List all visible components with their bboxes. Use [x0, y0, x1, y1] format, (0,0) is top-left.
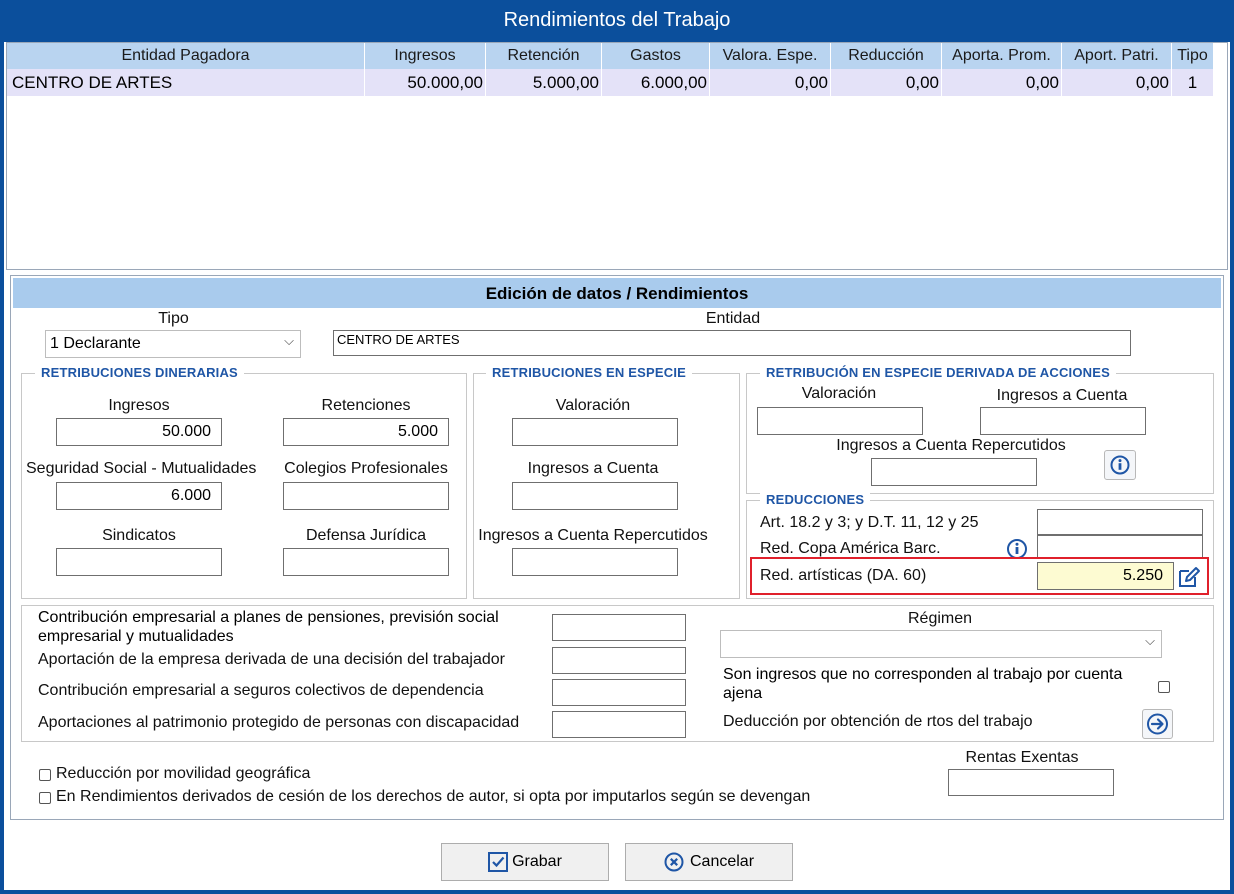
seguridad-social-input[interactable]: 6.000: [56, 482, 222, 510]
cell-ingresos: 50.000,00: [365, 69, 486, 96]
sindicatos-label: Sindicatos: [102, 527, 176, 544]
retenciones-label: Retenciones: [321, 397, 411, 414]
patrimonio-protegido-input[interactable]: [552, 711, 686, 738]
patrimonio-protegido-label: Aportaciones al patrimonio protegido de personas con discapacidad: [38, 714, 520, 731]
cell-valora-espe: 0,00: [710, 69, 831, 96]
chevron-down-icon: ⌵: [1145, 633, 1155, 648]
chevron-down-icon: ⌵: [284, 333, 294, 348]
edit-icon: [1176, 564, 1202, 590]
arrow-right-icon: [1143, 710, 1172, 738]
group-title-reducciones: REDUCCIONES: [760, 492, 870, 507]
check-icon: [488, 850, 508, 870]
tipo-select-value: 1 Declarante: [50, 335, 141, 352]
retenciones-input[interactable]: 5.000: [283, 418, 449, 446]
decision-trabajador-label: Aportación de la empresa derivada de una decisión del trabajador: [38, 651, 505, 668]
window-title: Rendimientos del Trabajo: [503, 9, 731, 31]
edit-panel-heading: Edición de datos / Rendimientos: [13, 278, 1221, 308]
acciones-repercutidos-input[interactable]: [871, 458, 1037, 486]
planes-pensiones-input[interactable]: [552, 614, 686, 641]
col-header-gastos[interactable]: Gastos: [602, 43, 710, 69]
cancelar-button[interactable]: [625, 843, 793, 881]
tipo-label: Tipo: [158, 310, 189, 327]
deduccion-rtos-label: Deducción por obtención de rtos del trabajo: [723, 713, 1033, 730]
cell-aporta-prom: 0,00: [942, 69, 1062, 96]
colegios-input[interactable]: [283, 482, 449, 510]
especie-valoracion-input[interactable]: [512, 418, 678, 446]
cell-aport-patri: 0,00: [1062, 69, 1172, 96]
copa-america-label: Red. Copa América Barc.: [760, 540, 941, 557]
acciones-info-button[interactable]: [1104, 450, 1136, 480]
defensa-juridica-label: Defensa Jurídica: [305, 527, 427, 544]
regimen-select[interactable]: [720, 630, 1162, 658]
group-title-acciones: RETRIBUCIÓN EN ESPECIE DERIVADA DE ACCIONES: [760, 365, 1116, 380]
especie-repercutidos-input[interactable]: [512, 548, 678, 576]
regimen-label: Régimen: [907, 610, 973, 627]
cancelar-label: Cancelar: [689, 853, 755, 870]
seguros-colectivos-input[interactable]: [552, 679, 686, 706]
derechos-autor-label: En Rendimientos derivados de cesión de los derechos de autor, si opta por imputarlos según se devengan: [56, 788, 811, 805]
ingresos-input[interactable]: 50.000: [56, 418, 222, 446]
info-icon: [1105, 451, 1135, 479]
acciones-ingresos-cuenta-label: Ingresos a Cuenta: [996, 387, 1128, 404]
cell-gastos: 6.000,00: [602, 69, 710, 96]
red-artisticas-label: Red. artísticas (DA. 60): [760, 567, 927, 584]
group-title-especie: RETRIBUCIONES EN ESPECIE: [486, 365, 692, 380]
cell-reduccion: 0,00: [831, 69, 942, 96]
acciones-valoracion-input[interactable]: [757, 407, 923, 435]
colegios-label: Colegios Profesionales: [284, 460, 448, 477]
art-18-label: Art. 18.2 y 3; y D.T. 11, 12 y 25: [760, 514, 979, 531]
no-corresponden-checkbox[interactable]: [1158, 681, 1170, 693]
no-corresponden-label: Son ingresos que no corresponden al trabajo por cuenta ajena: [723, 666, 1123, 702]
seguridad-social-label: Seguridad Social - Mutualidades: [26, 460, 257, 477]
copa-america-input[interactable]: [1037, 535, 1203, 559]
grabar-label: Grabar: [512, 853, 562, 870]
acciones-ingresos-cuenta-input[interactable]: [980, 407, 1146, 435]
col-header-reduccion[interactable]: Reducción: [831, 43, 942, 69]
rentas-exentas-label: Rentas Exentas: [965, 749, 1079, 766]
seguros-colectivos-label: Contribución empresarial a seguros colectivos de dependencia: [38, 682, 484, 699]
tipo-select[interactable]: [45, 330, 301, 358]
entidad-input[interactable]: CENTRO DE ARTES: [333, 330, 1131, 356]
col-header-aport-patri[interactable]: Aport. Patri.: [1062, 43, 1172, 69]
red-artisticas-input[interactable]: 5.250: [1037, 562, 1174, 590]
col-header-retencion[interactable]: Retención: [486, 43, 602, 69]
defensa-juridica-input[interactable]: [283, 548, 449, 576]
especie-ingresos-cuenta-input[interactable]: [512, 482, 678, 510]
deduccion-go-button[interactable]: [1142, 709, 1173, 739]
cell-retencion: 5.000,00: [486, 69, 602, 96]
edit-button[interactable]: [1176, 564, 1202, 590]
grabar-button[interactable]: [441, 843, 609, 881]
entidad-label: Entidad: [705, 310, 761, 327]
edit-panel: [10, 275, 1224, 820]
rendimientos-grid: [6, 42, 1228, 270]
acciones-valoracion-label: Valoración: [801, 385, 877, 402]
movilidad-checkbox[interactable]: [39, 769, 51, 781]
col-header-aporta-prom[interactable]: Aporta. Prom.: [942, 43, 1062, 69]
ingresos-label: Ingresos: [108, 397, 170, 414]
window-client: [4, 42, 1230, 890]
col-header-ingresos[interactable]: Ingresos: [365, 43, 486, 69]
derechos-autor-checkbox[interactable]: [39, 792, 51, 804]
movilidad-label: Reducción por movilidad geográfica: [56, 765, 311, 782]
rentas-exentas-input[interactable]: [948, 769, 1114, 796]
acciones-repercutidos-label: Ingresos a Cuenta Repercutidos: [836, 437, 1066, 454]
col-header-tipo[interactable]: Tipo: [1172, 43, 1214, 69]
cell-entidad: CENTRO DE ARTES: [7, 69, 365, 96]
group-title-dinerarias: RETRIBUCIONES DINERARIAS: [35, 365, 244, 380]
especie-repercutidos-label: Ingresos a Cuenta Repercutidos: [478, 527, 708, 544]
cancel-icon: [664, 850, 684, 870]
especie-ingresos-cuenta-label: Ingresos a Cuenta: [527, 460, 659, 477]
planes-pensiones-label: Contribución empresarial a planes de pensiones, previsión social empresarial y mutualidades: [38, 609, 499, 645]
col-header-valora-espe[interactable]: Valora. Espe.: [710, 43, 831, 69]
decision-trabajador-input[interactable]: [552, 647, 686, 674]
art-18-input[interactable]: [1037, 509, 1203, 535]
sindicatos-input[interactable]: [56, 548, 222, 576]
cell-tipo: 1: [1172, 69, 1214, 96]
col-header-entidad[interactable]: Entidad Pagadora: [7, 43, 365, 69]
especie-valoracion-label: Valoración: [555, 397, 631, 414]
